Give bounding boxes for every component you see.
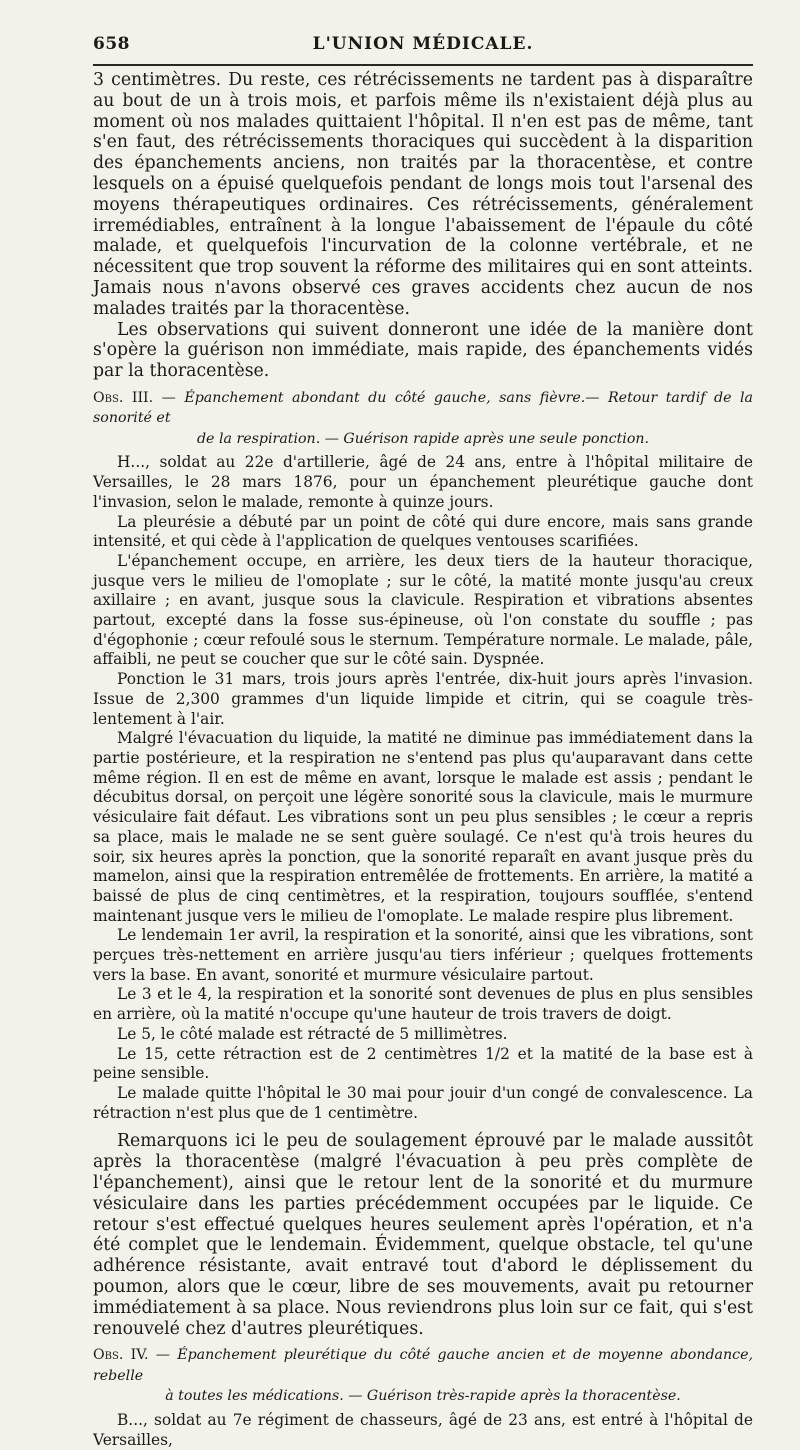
paragraph-intro: 3 centimètres. Du reste, ces rétrécissements ne tardent pas à disparaître au bout de un à trois mois, et parfois même ils n'existaient déjà plus au moment où nos malades quittaient l'hôpital. Il n'en est pas de même, tant s'en faut, des rétrécissements thoraciques qui succèdent à la disparition des épanchements anciens, non traités par la thoracentèse, et contre lesquels on a épuisé quelquefois pendant de longs mois tout l'arsenal des moyens thérapeutiques ordinaires. Ces rétrécissements, généralement irremédiables, entraînent à la longue l'abaissement de l'épaule du côté malade, et quelquefois l'incurvation de la colonne vertébrale, et ne nécessitent que trop souvent la réforme des militaires qui en sont atteints. Jamais nous n'avons observé ces graves accidents chez aucun de nos malades traités par la thoracentèse. xyxy=(93,70,753,319)
body-text xyxy=(93,70,753,1450)
observation-title-line1: — Épanchement abondant du côté gauche, sans fièvre.— Retour tardif de la sonorité et xyxy=(93,389,753,427)
page-number: 658 xyxy=(93,34,130,54)
case-paragraph: H..., soldat au 22e d'artillerie, âgé de 24 ans, entre à l'hôpital militaire de Versailles, le 28 mars 1876, pour un épanchement pleurétique gauche dont l'invasion, selon le malade, remonte à quinze jours. xyxy=(93,453,753,511)
paragraph-observations-intro: Les observations qui suivent donneront une idée de la manière dont s'opère la guérison non immédiate, mais rapide, des épanchements vidés par la thoracentèse. xyxy=(93,319,753,382)
case-paragraph: Ponction le 31 mars, trois jours après l'entrée, dix-huit jours après l'invasion. Issue de 2,300 grammes d'un liquide limpide et citrin, qui se coagule très-lentement à l'air. xyxy=(93,670,753,728)
case-paragraph: Le 3 et le 4, la respiration et la sonorité sont devenues de plus en plus sensibles en arrière, où la matité n'occupe qu'une hauteur de trois travers de doigt. xyxy=(93,985,753,1024)
case-paragraph: Le 15, cette rétraction est de 2 centimètres 1/2 et la matité de la base est à peine sensible. xyxy=(93,1044,753,1083)
case-paragraph: Malgré l'évacuation du liquide, la matité ne diminue pas immédiatement dans la partie postérieure, et la respiration ne s'entend pas plus qu'auparavant dans cette même région. Il en est de même en avant, lorsque le malade est assis ; pendant le décubitus dorsal, on perçoit une légère sonorité sous la clavicule, mais le murmure vésiculaire fait défaut. Les vibrations sont un peu plus sensibles ; le cœur a repris sa place, mais le malade ne se sent guère soulagé. Ce n'est qu'à trois heures du soir, six heures après la ponction, que la sonorité reparaît en avant jusque près du mamelon, ainsi que la respiration entremêlée de frottements. En arrière, la matité a baissé de plus de cinq centimètres, et la respiration, toujours soufflée, s'entend maintenant jusque vers le milieu de l'omoplate. Le malade respire plus librement. xyxy=(93,729,753,925)
observation-3-heading xyxy=(93,388,753,450)
case-paragraph: La pleurésie a débuté par un point de côté qui dure encore, mais sans grande intensité, et qui cède à l'application de quelques ventouses scarifiées. xyxy=(93,512,753,551)
paragraph-remark: Remarquons ici le peu de soulagement éprouvé par le malade aussitôt après la thoracentèse (malgré l'évacuation à peu près complète de l'épanchement), ainsi que le retour lent de la sonorité et du murmure vésiculaire dans les parties précédemment occupées par le liquide. Ce retour s'est effectué quelques heures seulement après l'opération, et n'a été complet que le lendemain. Évidemment, quelque obstacle, tel qu'une adhérence résistante, avait entravé tout d'abord le déplissement du poumon, alors que le cœur, libre de ses mouvements, avait pu retourner immédiatement à sa place. Nous reviendrons plus loin sur ce fait, qui s'est renouvelé chez d'autres pleurétiques. xyxy=(93,1131,753,1339)
observation-4-heading xyxy=(93,1345,753,1407)
running-title: L'UNION MÉDICALE. xyxy=(312,34,534,54)
case-paragraph: Le malade quitte l'hôpital le 30 mai pour jouir d'un congé de convalescence. La rétraction n'est plus que de 1 centimètre. xyxy=(93,1083,753,1122)
case-paragraph: Le 5, le côté malade est rétracté de 5 millimètres. xyxy=(117,1024,508,1043)
observation-label: Obs. IV. xyxy=(93,1347,149,1364)
observation-title-line2: de la respiration. — Guérison rapide après une seule ponction. xyxy=(196,430,650,447)
case-paragraph: L'épanchement occupe, en arrière, les deux tiers de la hauteur thoracique, jusque vers le milieu de l'omoplate ; sur le côté, la matité monte jusqu'au creux axillaire ; en avant, jusque sous la clavicule. Respiration et vibrations absentes partout, excepté dans la fosse sus-épineuse, où l'on constate du souffle ; pas d'égophonie ; cœur refoulé sous le sternum. Température normale. Le malade, pâle, affaibli, ne peut se coucher que sur le côté sain. Dyspnée. xyxy=(93,551,753,669)
observation-title-line2: à toutes les médications. — Guérison très-rapide après la thoracentèse. xyxy=(165,1388,681,1405)
case-paragraph: B..., soldat au 7e régiment de chasseurs, âgé de 23 ans, est entré à l'hôpital de Versailles, xyxy=(93,1410,753,1449)
header-rule xyxy=(93,64,753,66)
page-header xyxy=(93,30,753,56)
case-paragraph: Le lendemain 1er avril, la respiration et la sonorité, ainsi que les vibrations, sont perçues très-nettement en arrière jusqu'au tiers inférieur ; quelques frottements vers la base. En avant, sonorité et murmure vésiculaire partout. xyxy=(93,926,753,984)
observation-label: Obs. III. xyxy=(93,389,154,406)
observation-title-line1: — Épanchement pleurétique du côté gauche ancien et de moyenne abondance, rebelle xyxy=(93,1347,753,1384)
